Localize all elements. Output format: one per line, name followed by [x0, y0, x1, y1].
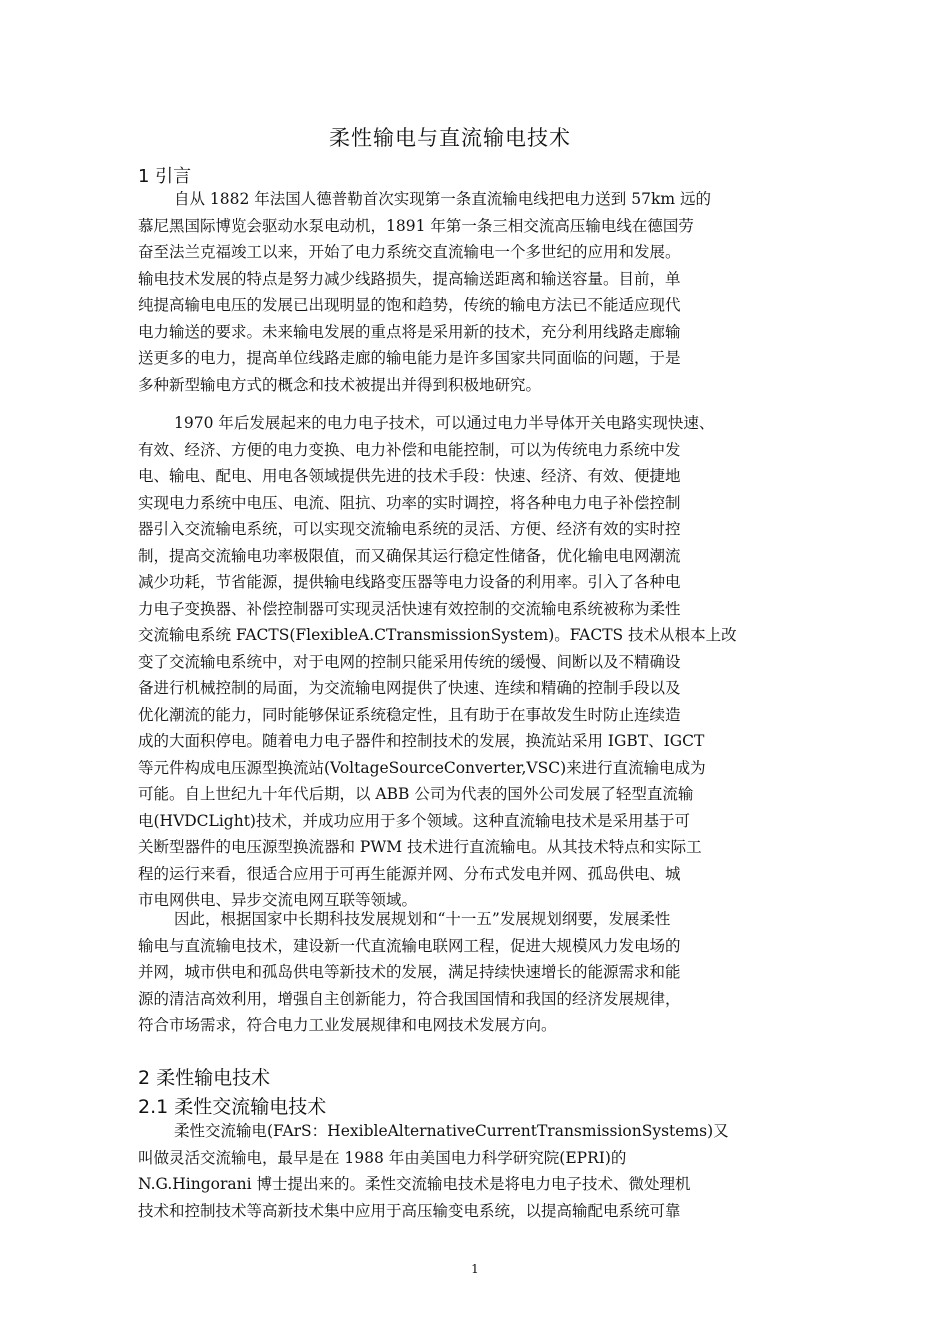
- paragraph-line: 因此，根据国家中长期科技发展规划和“十一五”发展规划纲要，发展柔性: [174, 910, 671, 928]
- paragraph-line: 交流输电系统 FACTS(FlexibleA.CTransmissionSystem)。FACTS 技术从根本上改: [138, 626, 737, 644]
- paragraph-line: 1970 年后发展起来的电力电子技术，可以通过电力半导体开关电路实现快速、: [174, 414, 715, 432]
- paragraph-line: 器引入交流输电系统，可以实现交流输电系统的灵活、方便、经济有效的实时控: [138, 520, 681, 538]
- paragraph-line: 成的大面积停电。随着电力电子器件和控制技术的发展，换流站采用 IGBT、IGCT: [138, 732, 705, 750]
- paragraph-line: 输电技术发展的特点是努力减少线路损失，提高输送距离和输送容量。目前，单: [138, 269, 681, 288]
- paragraph-line: 等元件构成电压源型换流站(VoltageSourceConverter,VSC)来进行直流输电成为: [138, 758, 706, 777]
- paragraph-line: 市电网供电、异步交流电网互联等领域。: [138, 891, 418, 909]
- paragraph-line: 输电与直流输电技术，建设新一代直流输电联网工程，促进大规模风力发电场的: [138, 936, 681, 955]
- section-heading-flexible-transmission: 2 柔性输电技术: [138, 1067, 271, 1089]
- paragraph-line: 有效、经济、方便的电力变换、电力补偿和电能控制，可以为传统电力系统中发: [138, 440, 681, 459]
- paragraph-line: 慕尼黑国际博览会驱动水泵电动机，1891 年第一条三相交流高压输电线在德国劳: [138, 216, 694, 235]
- paragraph-line: 力电子变换器、补偿控制器可实现灵活快速有效控制的交流输电系统被称为柔性: [138, 599, 681, 618]
- paragraph-line: 符合市场需求，符合电力工业发展规律和电网技术发展方向。: [138, 1016, 557, 1034]
- document-title: 柔性输电与直流输电技术: [329, 126, 571, 150]
- paragraph-line: 变了交流输电系统中，对于电网的控制只能采用传统的缓慢、间断以及不精确设: [138, 652, 681, 671]
- paragraph-line: 减少功耗，节省能源，提供输电线路变压器等电力设备的利用率。引入了各种电: [138, 573, 681, 591]
- paragraph-line: 技术和控制技术等高新技术集中应用于高压输变电系统，以提高输配电系统可靠: [138, 1201, 681, 1220]
- paragraph-line: 优化潮流的能力，同时能够保证系统稳定性，且有助于在事故发生时防止连续造: [138, 705, 681, 724]
- paragraph-1: [138, 186, 818, 398]
- paragraph-line: 纯提高输电电压的发展已出现明显的饱和趋势，传统的输电方法已不能适应现代: [138, 296, 681, 314]
- paragraph-line: 实现电力系统中电压、电流、阻抗、功率的实时调控，将各种电力电子补偿控制: [138, 493, 681, 512]
- paragraph-line: 电、输电、配电、用电各领域提供先进的技术手段：快速、经济、有效、便捷地: [138, 467, 681, 485]
- paragraph-line: 制，提高交流输电功率极限值，而又确保其运行稳定性储备，优化输电电网潮流: [138, 546, 681, 565]
- paragraph-line: 程的运行来看，很适合应用于可再生能源并网、分布式发电并网、孤岛供电、城: [138, 864, 681, 883]
- paragraph-line: 可能。自上世纪九十年代后期，以 ABB 公司为代表的国外公司发展了轻型直流输: [138, 785, 694, 803]
- paragraph-line: 电力输送的要求。未来输电发展的重点将是采用新的技术，充分利用线路走廊输: [138, 322, 681, 341]
- paragraph-line: 关断型器件的电压源型换流器和 PWM 技术进行直流输电。从其技术特点和实际工: [138, 838, 702, 856]
- paragraph-line: 柔性交流输电(FArS：HexibleAlternativeCurrentTransmissionSystems)又: [174, 1122, 729, 1140]
- paragraph-line: 并网，城市供电和孤岛供电等新技术的发展，满足持续快速增长的能源需求和能: [138, 963, 681, 981]
- subsection-heading-facts: 2.1 柔性交流输电技术: [138, 1096, 327, 1118]
- paragraph-4: [138, 1118, 818, 1224]
- paragraph-line: 自从 1882 年法国人德普勒首次实现第一条直流输电线把电力送到 57km 远的: [174, 190, 711, 208]
- paragraph-line: 多种新型输电方式的概念和技术被提出并得到积极地研究。: [138, 375, 542, 394]
- paragraph-line: N.G.Hingorani 博士提出来的。柔性交流输电技术是将电力电子技术、微处理机: [138, 1175, 691, 1193]
- paragraph-line: 叫做灵活交流输电，最早是在 1988 年由美国电力科学研究院(EPRI)的: [138, 1148, 627, 1167]
- page-number: 1: [471, 1262, 479, 1276]
- paragraph-line: 源的清洁高效利用，增强自主创新能力，符合我国国情和我国的经济发展规律，: [138, 989, 681, 1008]
- paragraph-2: [138, 410, 818, 914]
- paragraph-line: 备进行机械控制的局面，为交流输电网提供了快速、连续和精确的控制手段以及: [138, 679, 681, 697]
- paragraph-line: 奋至法兰克福竣工以来，开始了电力系统交直流输电一个多世纪的应用和发展。: [138, 243, 681, 261]
- section-heading-introduction: 1 引言: [138, 166, 192, 187]
- paragraph-line: 送更多的电力，提高单位线路走廊的输电能力是许多国家共同面临的问题，于是: [138, 349, 681, 367]
- paragraph-line: 电(HVDCLight)技术，并成功应用于多个领域。这种直流输电技术是采用基于可: [138, 811, 690, 830]
- paragraph-3: [138, 906, 818, 1039]
